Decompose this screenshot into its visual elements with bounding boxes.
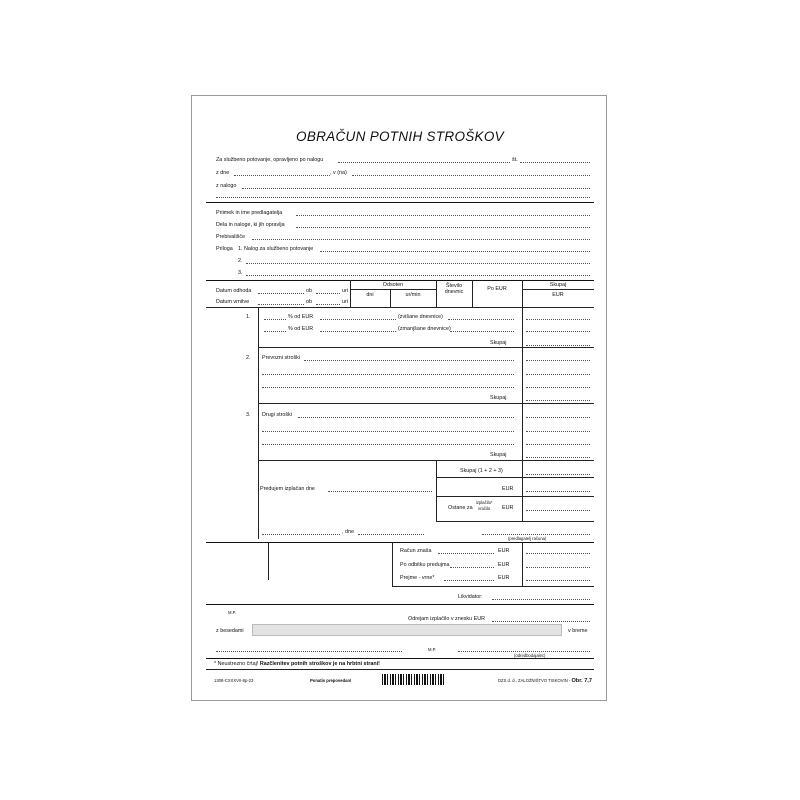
- job-field[interactable]: [296, 227, 590, 228]
- days-header: dni: [366, 292, 374, 298]
- return-label: Datum vrnitve: [216, 299, 250, 305]
- charge-account-field[interactable]: [216, 651, 402, 652]
- section-2-number: 2.: [246, 355, 251, 361]
- divider: [206, 669, 594, 670]
- section-3-bottom: [258, 460, 594, 461]
- received-eur-label: EUR: [498, 575, 510, 581]
- name-field[interactable]: [296, 215, 590, 216]
- residence-label: Prebivališče: [216, 234, 246, 240]
- transport-total-1[interactable]: [526, 360, 590, 361]
- raised-total-field[interactable]: [526, 319, 590, 320]
- remain-bottom: [436, 521, 594, 522]
- advance-eur-label: EUR: [502, 486, 514, 492]
- section-3-label: Drugi stroški: [262, 412, 292, 418]
- publisher-name: DZS d. d., ZALOŽNIŠTVO TISKOVIN -: [498, 678, 572, 683]
- advance-label: Predujem izplačan dne: [260, 486, 315, 492]
- name-label: Priimek in ime predlagatelja: [216, 210, 283, 216]
- barcode: [382, 674, 444, 685]
- amount-dots: [438, 553, 494, 554]
- transport-total-2[interactable]: [526, 374, 590, 375]
- remain-label: Ostane za: [448, 505, 473, 511]
- other-total-3[interactable]: [526, 444, 590, 445]
- grand-total-label: Skupaj (1 + 2 + 3): [460, 468, 503, 474]
- attachment-1-label: 1. Nalog za službeno potovanje: [238, 246, 314, 252]
- absent-header: Odsoten: [382, 282, 404, 288]
- reduced-pct-field[interactable]: [264, 331, 286, 332]
- after-advance-eur-label: EUR: [498, 562, 510, 568]
- raised-amount-field[interactable]: [448, 319, 514, 320]
- attachment-1-field[interactable]: [320, 251, 590, 252]
- publisher: [498, 678, 592, 684]
- grand-total-field[interactable]: [526, 474, 590, 475]
- amount-field[interactable]: [526, 553, 590, 554]
- signature-place-field[interactable]: [262, 534, 340, 535]
- settlement-bottom: [392, 586, 594, 587]
- transport-total-3[interactable]: [526, 387, 590, 388]
- amount-eur-label: EUR: [498, 548, 510, 554]
- remain-paid-label: izplačilo*: [476, 500, 493, 505]
- form-number: Obr. 7,7: [571, 678, 592, 684]
- return-date-field[interactable]: [258, 304, 304, 305]
- attachment-2-label: 2.: [238, 258, 243, 264]
- liquidator-field[interactable]: [492, 599, 590, 600]
- charge-label: v breme: [568, 628, 588, 634]
- section-3-subtotal-field[interactable]: [526, 457, 590, 458]
- summary-border: [436, 460, 437, 521]
- section-2-subtotal-label: Skupaj: [490, 395, 507, 401]
- reduced-amount-field[interactable]: [450, 331, 514, 332]
- remain-returned-label: vračilo: [478, 506, 491, 511]
- reduced-total-field[interactable]: [526, 331, 590, 332]
- return-ob-label: ob: [306, 299, 312, 305]
- amount-in-words-field[interactable]: [252, 624, 562, 636]
- task-label: z nalogo: [216, 183, 237, 189]
- other-cost-field-1[interactable]: [298, 417, 514, 418]
- divider: [206, 307, 594, 308]
- received-label: Prejme - vrne*: [400, 575, 435, 581]
- raised-eur-field[interactable]: [320, 319, 396, 320]
- calc-right-column-border: [522, 307, 523, 521]
- table-border: [472, 280, 473, 307]
- transport-field-1[interactable]: [304, 360, 514, 361]
- order-field[interactable]: [338, 162, 510, 163]
- return-uri-label: uri: [342, 299, 348, 305]
- stamp-label-2: M.P.: [428, 647, 437, 652]
- form-code: 1308-CXXXVII-8p-23: [214, 678, 254, 683]
- task-field-2[interactable]: [216, 197, 590, 198]
- reduced-pct-label: % od EUR: [288, 326, 314, 332]
- order-label: Za službeno potovanje, opravljeno po nalogu: [216, 157, 324, 163]
- transport-field-2[interactable]: [262, 374, 514, 375]
- advance-bottom: [436, 496, 594, 497]
- footnote-prefix: * Neustrezno črtaj!: [214, 661, 259, 667]
- divider: [206, 542, 594, 543]
- total-header: Skupaj: [549, 282, 567, 288]
- table-border: [522, 289, 594, 290]
- received-field[interactable]: [526, 580, 590, 581]
- date-label: z dne: [216, 170, 230, 176]
- amount-label: Račun znaša: [400, 548, 432, 554]
- section-2-subtotal-field[interactable]: [526, 400, 590, 401]
- count-header-2: dnevnic: [444, 289, 464, 295]
- section-1-subtotal-label: Skupaj: [490, 340, 507, 346]
- order-number-label: št.: [512, 157, 518, 163]
- attachment-3-label: 3.: [238, 270, 243, 276]
- per-eur-header: Po EUR: [487, 286, 507, 292]
- total-eur-header: EUR: [552, 292, 564, 298]
- form-title: OBRAČUN POTNIH STROŠKOV: [296, 129, 504, 144]
- approve-amount-field[interactable]: [492, 621, 590, 622]
- return-time-field[interactable]: [316, 304, 340, 305]
- divider: [206, 658, 594, 659]
- divider: [206, 202, 594, 203]
- depart-label: Datum odhoda: [216, 288, 252, 294]
- stamp-label: M.P.: [228, 610, 237, 615]
- divider: [206, 604, 594, 605]
- order-number-field[interactable]: [520, 162, 590, 163]
- received-dots: [444, 580, 494, 581]
- settlement-border: [268, 542, 269, 580]
- job-label: Dela in naloge, ki jih opravlja: [216, 222, 285, 228]
- advance-date-field[interactable]: [328, 491, 432, 492]
- table-border: [350, 289, 436, 290]
- advance-amount-field[interactable]: [526, 491, 590, 492]
- words-label: z besedami: [216, 628, 244, 634]
- raised-label: (zvišane dnevnice): [398, 314, 443, 320]
- location-label: , v (na): [330, 170, 347, 176]
- date-field[interactable]: [234, 175, 330, 176]
- other-total-1[interactable]: [526, 417, 590, 418]
- reduced-eur-field[interactable]: [320, 331, 396, 332]
- other-cost-field-3[interactable]: [262, 444, 514, 445]
- authorizer-signature-field[interactable]: [458, 651, 590, 652]
- divider: [206, 280, 594, 281]
- remain-amount-field[interactable]: [526, 510, 590, 511]
- reduced-label: (zmanjšane dnevnice): [398, 326, 451, 332]
- location-field[interactable]: [352, 175, 590, 176]
- footnote-emphasis: Razčlenitev potnih stroškov je na hrbtni strani!: [259, 661, 380, 667]
- section-1-subtotal-field[interactable]: [526, 345, 590, 346]
- raised-pct-field[interactable]: [264, 319, 286, 320]
- footnote: [214, 661, 380, 667]
- section-3-number: 3.: [246, 412, 251, 418]
- signature-date-field[interactable]: [358, 534, 424, 535]
- signature-date-label: , dne: [342, 529, 354, 535]
- depart-ob-label: ob: [306, 288, 312, 294]
- travel-expense-form: [191, 95, 607, 701]
- section-1-number: 1.: [246, 314, 251, 320]
- after-advance-label: Po odbitku predujma: [400, 562, 450, 568]
- proposer-caption: (predlagatelj računa): [508, 536, 547, 541]
- transport-field-3[interactable]: [262, 387, 514, 388]
- section-1-border: [258, 310, 259, 342]
- residence-field[interactable]: [252, 239, 590, 240]
- task-field[interactable]: [242, 188, 590, 189]
- raised-pct-label: % od EUR: [288, 314, 314, 320]
- section-3-subtotal-label: Skupaj: [490, 452, 507, 458]
- other-cost-field-2[interactable]: [262, 431, 514, 432]
- other-total-2[interactable]: [526, 431, 590, 432]
- copy-warning: Ponatis prepovedan!: [310, 678, 352, 683]
- depart-time-field[interactable]: [316, 293, 340, 294]
- after-advance-dots: [450, 567, 494, 568]
- attachment-3-field[interactable]: [246, 275, 590, 276]
- hours-header: ur/min: [405, 292, 421, 298]
- attachment-2-field[interactable]: [246, 263, 590, 264]
- section-2-label: Prevozni stroški: [262, 355, 301, 361]
- authorizer-caption: (odredbodajalec): [514, 653, 546, 658]
- settlement-border: [522, 542, 523, 586]
- settlement-border: [392, 542, 393, 586]
- depart-uri-label: uri: [342, 288, 348, 294]
- remain-eur-label: EUR: [502, 505, 514, 511]
- after-advance-field[interactable]: [526, 567, 590, 568]
- section-2-bottom: [258, 403, 594, 404]
- attachment-label: Priloga: [216, 246, 233, 252]
- count-header-1: Število: [445, 283, 463, 289]
- liquidator-label: Likvidator:: [458, 594, 483, 600]
- depart-date-field[interactable]: [258, 293, 304, 294]
- approve-label: Odrejam izplačilo v znesku EUR: [408, 616, 485, 622]
- grand-total-bottom: [436, 477, 594, 478]
- proposer-signature-field[interactable]: [482, 534, 590, 535]
- section-1-bottom: [258, 347, 594, 348]
